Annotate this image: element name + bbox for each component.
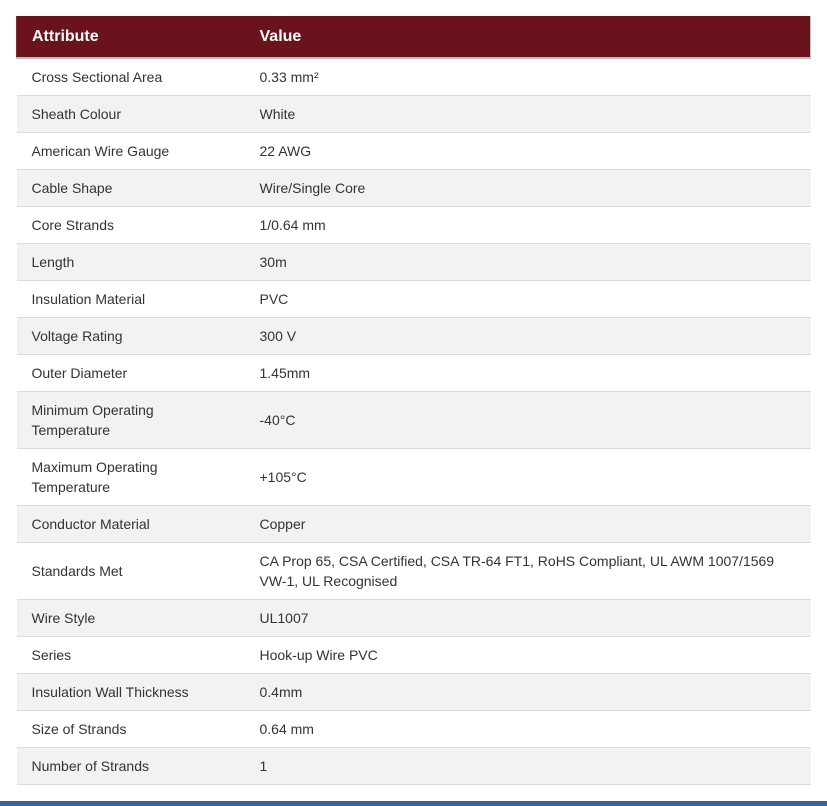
attribute-cell: Standards Met xyxy=(17,542,245,599)
value-cell: 22 AWG xyxy=(245,132,811,169)
table-row xyxy=(17,132,811,169)
attribute-cell: Insulation Material xyxy=(17,280,245,317)
value-cell: -40°C xyxy=(245,391,811,448)
attribute-cell: Cross Sectional Area xyxy=(17,58,245,95)
value-cell: Copper xyxy=(245,505,811,542)
value-cell: 0.33 mm² xyxy=(245,58,811,95)
table-row xyxy=(17,206,811,243)
value-cell: 1.45mm xyxy=(245,354,811,391)
attribute-cell: Core Strands xyxy=(17,206,245,243)
table-header-row xyxy=(17,16,811,58)
value-cell: 1/0.64 mm xyxy=(245,206,811,243)
value-cell: +105°C xyxy=(245,448,811,505)
table-row xyxy=(17,317,811,354)
table-row xyxy=(17,243,811,280)
attribute-cell: Sheath Colour xyxy=(17,95,245,132)
attribute-cell: Insulation Wall Thickness xyxy=(17,673,245,710)
table-row xyxy=(17,354,811,391)
value-cell: 30m xyxy=(245,243,811,280)
attribute-cell: Series xyxy=(17,636,245,673)
attribute-cell: Conductor Material xyxy=(17,505,245,542)
value-cell: Wire/Single Core xyxy=(245,169,811,206)
attribute-cell: Size of Strands xyxy=(17,710,245,747)
attribute-cell: Maximum Operating Temperature xyxy=(17,448,245,505)
table-row xyxy=(17,636,811,673)
table-row xyxy=(17,542,811,599)
table-row xyxy=(17,599,811,636)
value-cell: 0.64 mm xyxy=(245,710,811,747)
table-row xyxy=(17,169,811,206)
value-cell: UL1007 xyxy=(245,599,811,636)
attribute-cell: Cable Shape xyxy=(17,169,245,206)
attribute-cell: Minimum Operating Temperature xyxy=(17,391,245,448)
column-header-value: Value xyxy=(245,16,811,58)
value-cell: CA Prop 65, CSA Certified, CSA TR-64 FT1, RoHS Compliant, UL AWM 1007/1569 VW-1, UL Recognised xyxy=(245,542,811,599)
attribute-cell: Wire Style xyxy=(17,599,245,636)
table-row xyxy=(17,58,811,95)
table-row xyxy=(17,710,811,747)
attribute-cell: American Wire Gauge xyxy=(17,132,245,169)
table-row xyxy=(17,95,811,132)
attribute-cell: Number of Strands xyxy=(17,747,245,784)
value-cell: White xyxy=(245,95,811,132)
value-cell: 300 V xyxy=(245,317,811,354)
specifications-table xyxy=(16,16,811,785)
bottom-accent-bar xyxy=(0,801,827,806)
attribute-cell: Length xyxy=(17,243,245,280)
value-cell: PVC xyxy=(245,280,811,317)
table-row xyxy=(17,280,811,317)
table-row xyxy=(17,673,811,710)
table-row xyxy=(17,505,811,542)
attribute-cell: Outer Diameter xyxy=(17,354,245,391)
table-row xyxy=(17,448,811,505)
table-row xyxy=(17,391,811,448)
value-cell: 0.4mm xyxy=(245,673,811,710)
attribute-cell: Voltage Rating xyxy=(17,317,245,354)
column-header-attribute: Attribute xyxy=(17,16,245,58)
value-cell: Hook-up Wire PVC xyxy=(245,636,811,673)
table-row xyxy=(17,747,811,784)
value-cell: 1 xyxy=(245,747,811,784)
